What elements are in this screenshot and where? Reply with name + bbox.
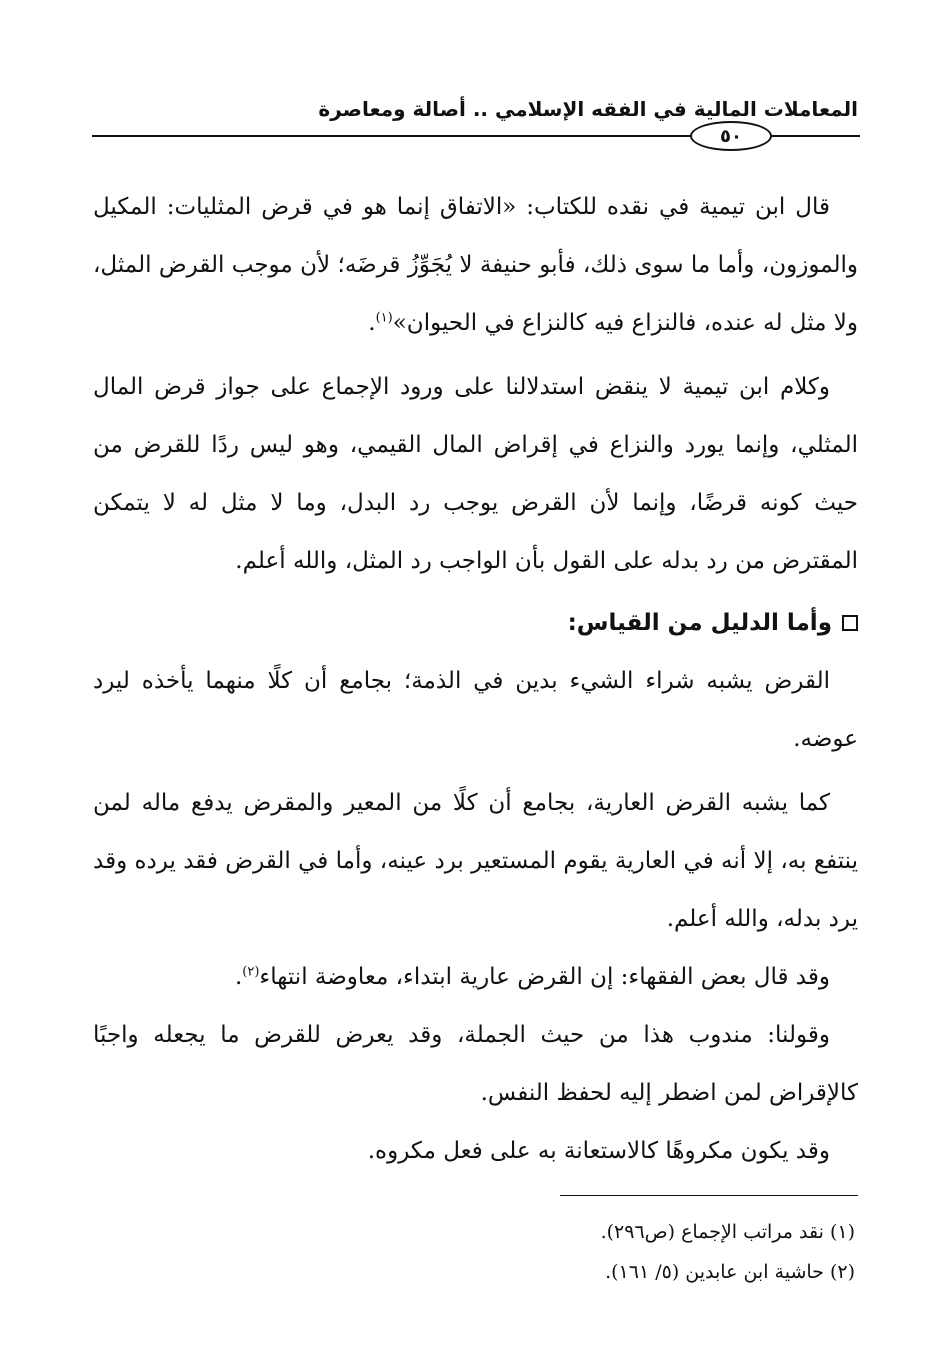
running-title: المعاملات المالية في الفقه الإسلامي .. أصالة ومعاصرة — [318, 97, 858, 121]
paragraph-5-text: وقد قال بعض الفقهاء: إن القرض عارية ابتداء، معاوضة انتهاء — [259, 964, 830, 990]
header-rule-right — [772, 135, 860, 137]
paragraph-5 — [93, 948, 858, 1006]
paragraph-5-end: . — [234, 964, 243, 990]
footnote-rule — [560, 1195, 858, 1196]
paragraph-7: وقد يكون مكروهًا كالاستعانة به على فعل مكروه. — [367, 1138, 830, 1164]
paragraph-4: كما يشبه القرض العارية، بجامع أن كلًا من المعير والمقرض يدفع ماله لمن ينتفع به، إلا أنه في العارية يقوم المستعير برد عينه، وأما في القرض فقد يرده وقد يرد بدله، والله أعلم. — [93, 790, 858, 932]
footnote-1: (١) نقد مراتب الإجماع (ص٢٩٦). — [600, 1221, 855, 1243]
paragraph-3: القرض يشبه شراء الشيء بدين في الذمة؛ بجامع أن كلًا منهما يأخذه ليرد عوضه. — [93, 668, 858, 752]
section-heading-text: وأما الدليل من القياس: — [567, 610, 832, 636]
section-heading — [93, 594, 858, 652]
paragraph-1-text: قال ابن تيمية في نقده للكتاب: «الاتفاق إنما هو في قرض المثليات: المكيل والموزون، وأما ما سوى ذلك، فأبو حنيفة لا يُجَوِّزُ قرضَه؛ لأن موجب القرض المثل، ولا مثل له عنده، فالنزاع فيه كالنزاع في الحيوان» — [93, 194, 858, 336]
footnote-2: (٢) حاشية ابن عابدين (٥/ ١٦١). — [605, 1261, 855, 1283]
paragraph-6: وقولنا: مندوب هذا من حيث الجملة، وقد يعرض للقرض ما يجعله واجبًا كالإقراض لمن اضطر إليه لحفظ النفس. — [93, 1022, 858, 1106]
paragraph-2: وكلام ابن تيمية لا ينقض استدلالنا على ورود الإجماع على جواز قرض المال المثلي، وإنما يورد والنزاع في إقراض المال القيمي، وهو ليس ردًا للقرض من حيث كونه قرضًا، وإنما لأن القرض يوجب رد البدل، وما لا مثل له لا يتمكن المقترض من رد بدله على القول بأن الواجب رد المثل، والله أعلم. — [93, 374, 858, 574]
footnote-ref-2: (٢) — [242, 964, 260, 980]
paragraph-1 — [93, 178, 858, 352]
header-rule — [92, 135, 692, 137]
square-bullet-icon — [842, 615, 858, 631]
page-number: ٥٠ — [690, 121, 772, 151]
paragraph-1-end: . — [368, 310, 376, 336]
footnotes — [95, 1212, 855, 1292]
main-text — [93, 178, 858, 1180]
footnote-ref-1: (١) — [375, 310, 393, 326]
